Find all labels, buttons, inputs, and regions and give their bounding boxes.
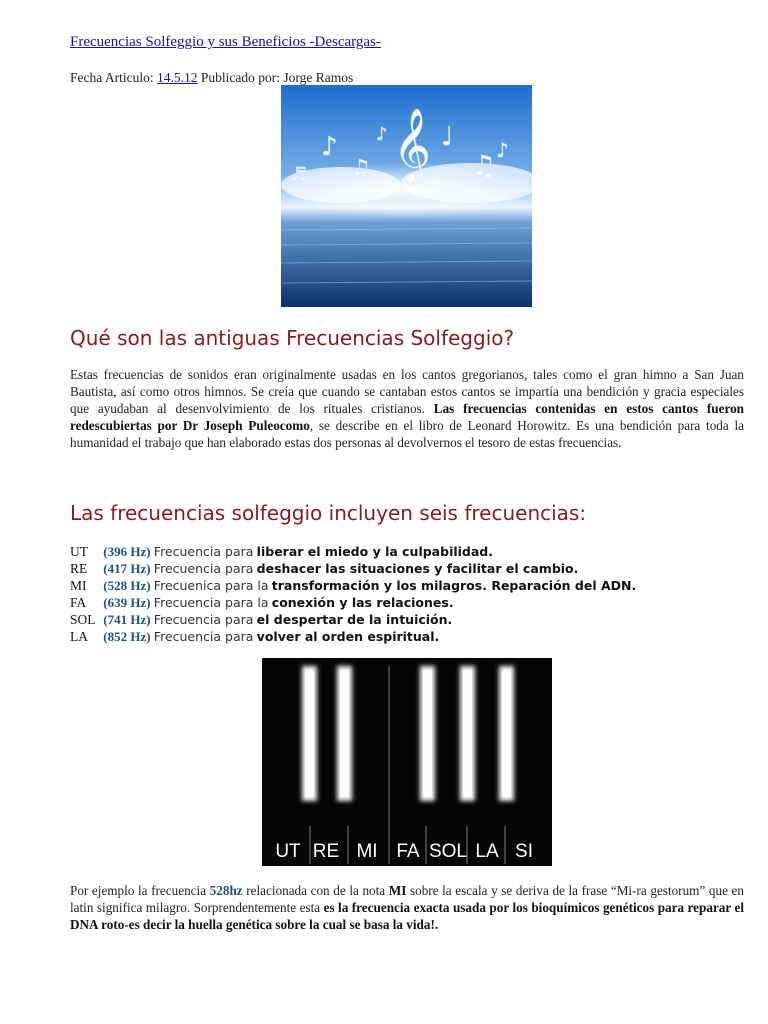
svg-text:♬: ♬: [291, 164, 308, 185]
svg-text:♩: ♩: [441, 122, 454, 152]
freq-text: Frecuencia para: [153, 561, 254, 576]
list-item: [70, 628, 636, 645]
author-label: Publicado por:: [200, 70, 280, 85]
example-text-1: Por ejemplo la frecuencia: [70, 883, 207, 898]
svg-text:♪: ♪: [321, 132, 338, 162]
piano-label-la: LA: [475, 841, 499, 862]
svg-text:♫: ♫: [471, 149, 497, 182]
freq-benefit: el despertar de la intuición.: [256, 612, 453, 627]
freq-benefit: liberar el miedo y la culpabilidad.: [256, 544, 493, 559]
list-item: [70, 560, 636, 577]
intro-paragraph: [70, 366, 744, 451]
intro-text-b: , se describe en el libro de Leonard Horowitz. Es una bendición para toda la humanidad el trabajo que han elaborado estas dos personas al devolvernos el tesoro de estas frecuencias.: [70, 418, 745, 450]
hz-value: (639 Hz): [103, 595, 151, 610]
date-link[interactable]: 14.5.12: [156, 70, 198, 85]
freq-benefit: volver al orden espiritual.: [256, 629, 440, 644]
note-name: MI: [70, 578, 87, 593]
example-text-3: sobre la escala y se deriva de la frase “Mi-ra gestorum” que en latin significa milagro. Sorprendentemente esta: [70, 883, 744, 915]
hz-value: (396 Hz): [103, 544, 151, 559]
example-note: MI: [388, 883, 407, 898]
example-bold: es la frecuencia exacta usada por los bioquímicos genéticos para reparar el DNA roto-es decir la huella genética sobre la cual se basa la vida!.: [70, 900, 744, 932]
example-hz: 528hz: [209, 883, 243, 898]
music-notes-sky-image: [281, 85, 532, 307]
example-paragraph: [70, 882, 744, 933]
frequency-list: [70, 543, 636, 645]
section-heading-what: Qué son las antiguas Frecuencias Solfeggio?: [70, 326, 515, 350]
freq-benefit: deshacer las situaciones y facilitar el cambio.: [256, 561, 579, 576]
freq-benefit: conexión y las relaciones.: [271, 595, 454, 610]
svg-text:♪: ♪: [376, 124, 388, 145]
hz-value: (417 Hz): [103, 561, 151, 576]
note-name: RE: [70, 561, 88, 576]
piano-label-si: SI: [515, 841, 533, 862]
author-name: Jorge Ramos: [283, 70, 354, 85]
piano-label-fa: FA: [396, 841, 420, 862]
hz-value: (852 Hz): [103, 629, 151, 644]
piano-label-sol: SOL: [428, 841, 468, 862]
note-name: FA: [70, 595, 87, 610]
piano-label-ut: UT: [275, 841, 301, 862]
list-item: [70, 543, 636, 560]
freq-text: Frecuencia para: [153, 629, 254, 644]
svg-text:𝄞: 𝄞: [393, 109, 431, 183]
example-text-2: relacionada con de la nota: [246, 883, 386, 898]
list-item: [70, 577, 636, 594]
article-meta: [70, 70, 353, 86]
intro-text-a: Estas frecuencias de sonidos eran originalmente usadas en los cantos gregorianos, tales como el gran himno a San Juan Bautista, así como otros himnos. Se creía que cuando se cantaban estos cantos se impartía una bendición y gracia especiales que ayudaban al desenvolvimiento de los rituales cristianos.: [70, 367, 744, 416]
freq-text: Frecuencia para: [153, 612, 254, 627]
piano-keys-image: [262, 658, 552, 866]
piano-label-re: RE: [312, 841, 340, 862]
freq-text: Frecuencia para la: [153, 595, 269, 610]
date-label: Fecha Articulo:: [70, 70, 154, 85]
hz-value: (741 Hz): [103, 612, 151, 627]
list-item: [70, 594, 636, 611]
note-name: LA: [70, 629, 88, 644]
freq-text: Frecuencia para: [153, 544, 254, 559]
section-heading-six: Las frecuencias solfeggio incluyen seis frecuencias:: [70, 501, 587, 525]
piano-label-mi: MI: [356, 841, 378, 862]
hz-value: (528 Hz): [103, 578, 151, 593]
article-title-link[interactable]: Frecuencias Solfeggio y sus Beneficios -Descargas-: [70, 34, 381, 50]
freq-text: Frecuenica para la: [153, 578, 269, 593]
freq-benefit: transformación y los milagros. Reparación del ADN.: [271, 578, 637, 593]
note-name: SOL: [70, 612, 96, 627]
intro-text-bold: Las frecuencias contenidas en estos cantos fueron redescubiertas por Dr Joseph Puleocomo: [70, 401, 744, 433]
note-name: UT: [70, 544, 88, 559]
svg-text:♫: ♫: [351, 156, 371, 181]
svg-text:♪: ♪: [496, 138, 509, 162]
list-item: [70, 611, 636, 628]
